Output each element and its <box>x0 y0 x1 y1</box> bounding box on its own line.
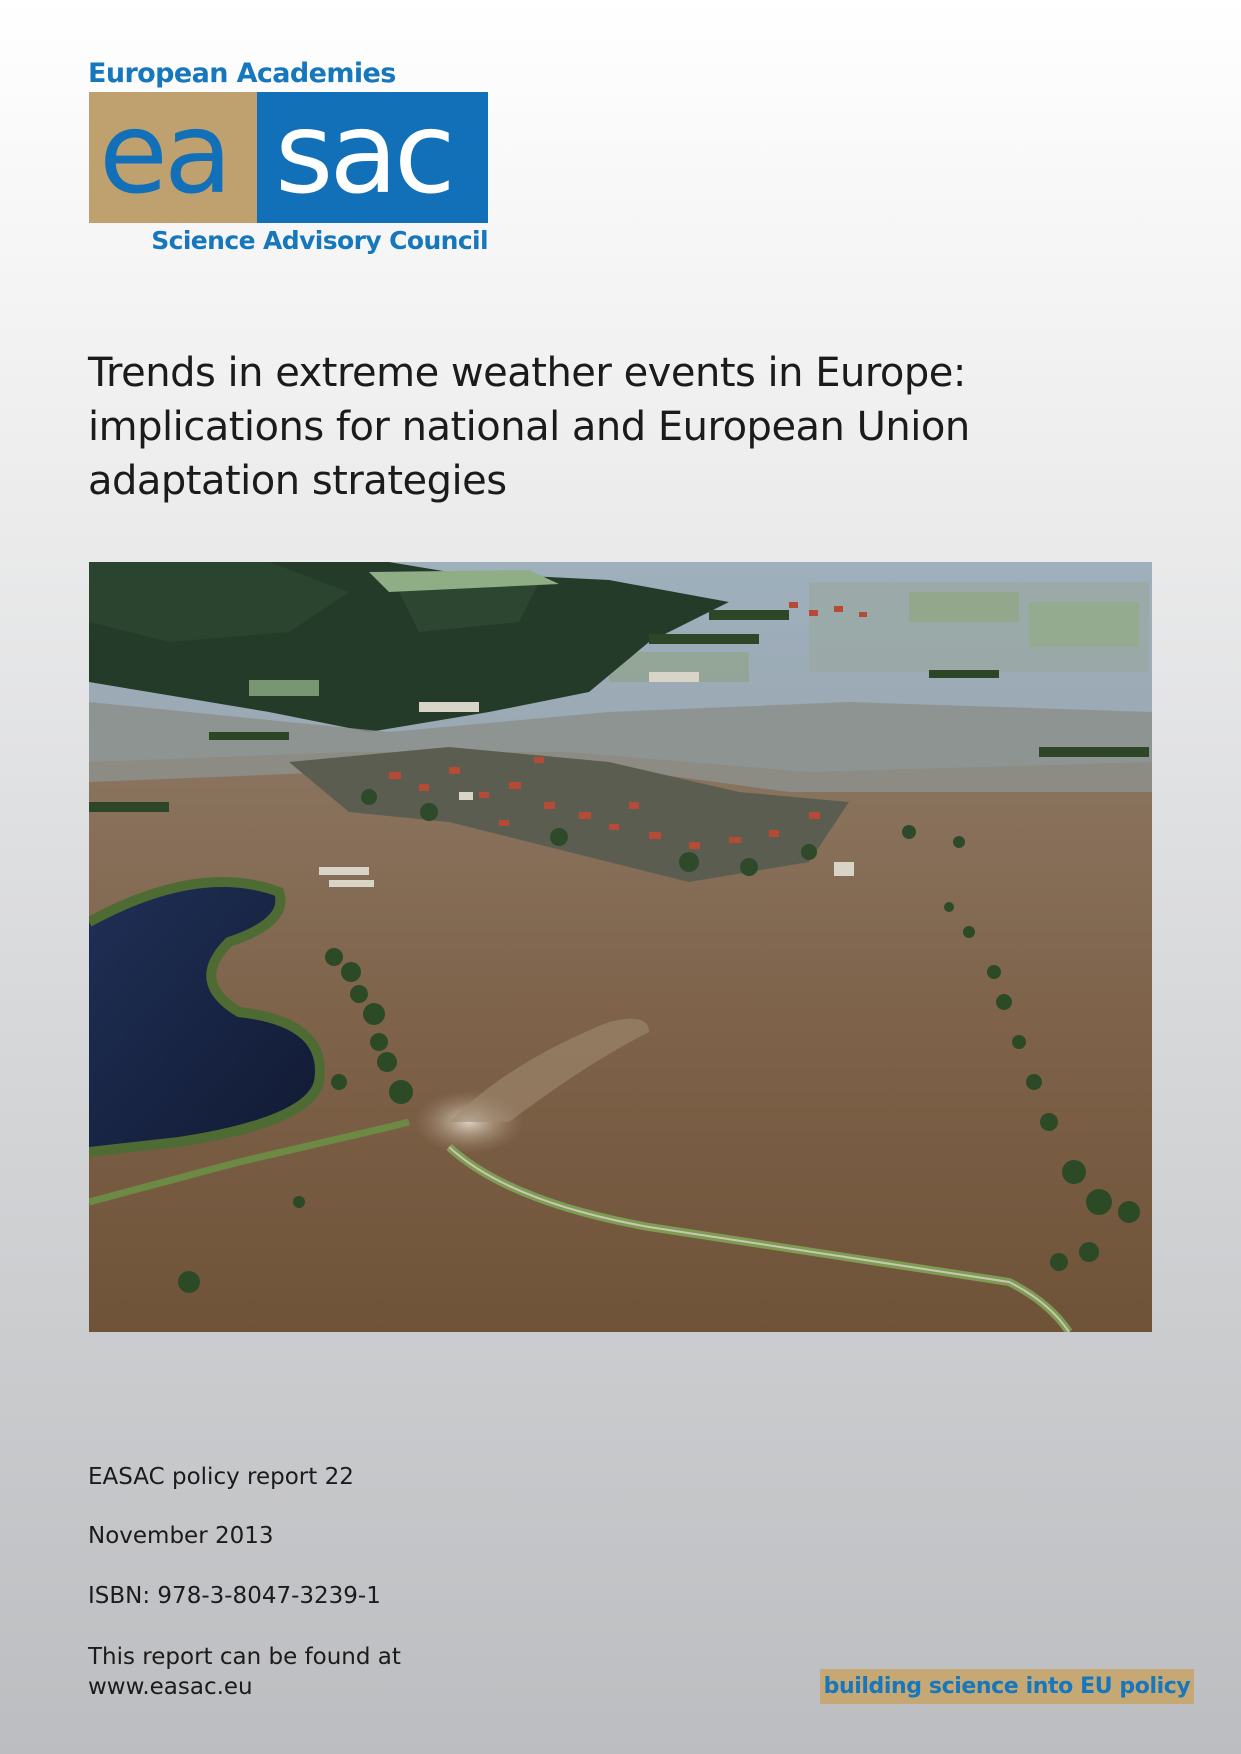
report-number: EASAC policy report 22 <box>88 1464 354 1490</box>
aerial-flood-photo <box>89 562 1152 1332</box>
logo-top-text: European Academies <box>88 58 396 89</box>
logo-bottom-text: Science Advisory Council <box>151 226 488 255</box>
logo-block <box>89 89 488 223</box>
logo-sac-letters: sac <box>275 89 452 219</box>
report-url-link[interactable]: www.easac.eu <box>88 1674 253 1700</box>
logo-ea-letters: ea <box>99 89 229 219</box>
report-location <box>88 1642 401 1702</box>
title-line-3: adaptation strategies <box>88 458 507 504</box>
report-location-text: This report can be found at <box>88 1644 401 1670</box>
publication-date: November 2013 <box>88 1523 274 1549</box>
tagline-badge: building science into EU policy <box>820 1669 1194 1704</box>
title-line-1: Trends in extreme weather events in Europe: <box>88 350 966 396</box>
easac-logo <box>88 58 488 258</box>
title-line-2: implications for national and European Union <box>88 404 970 450</box>
isbn: ISBN: 978-3-8047-3239-1 <box>88 1583 381 1609</box>
report-title <box>88 346 1168 508</box>
